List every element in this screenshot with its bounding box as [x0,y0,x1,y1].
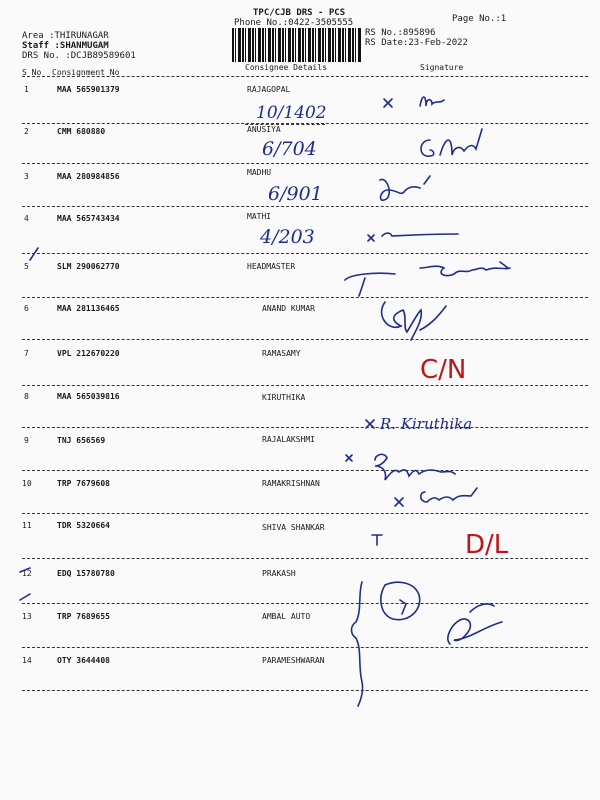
row-consignment: EDQ 15780780 [57,569,115,578]
header-divider [22,76,588,77]
area-field: Area :THIRUNAGAR [22,31,109,41]
row-divider [22,206,588,207]
row-consignee: SHIVA SHANKAR [262,523,325,532]
col-sno: S No [22,68,42,77]
page-number: Page No.:1 [452,14,507,24]
row-consignment: MAA 565743434 [57,214,120,223]
row-consignee: KIRUTHIKA [262,393,306,402]
rs-date: RS Date:23-Feb-2022 [365,38,468,48]
row-sno: 7 [24,349,29,358]
row-consignment: SLM 290062770 [57,262,120,271]
row-consignment: TRP 7679608 [57,479,110,488]
row-sno: 10 [22,479,32,488]
row-divider [22,339,588,340]
row-divider [22,647,588,648]
row-consignment: MAA 565039816 [57,392,120,401]
handwritten-note-red: C/N [420,355,467,385]
row-sno: 2 [24,127,29,136]
handwritten-note-red: D/L [465,530,509,560]
row-sno: 4 [24,214,29,223]
row-sno: 9 [24,436,29,445]
row-sno: 1 [24,85,29,94]
col-signature: Signature [420,63,464,72]
handwritten-note: 6/901 [268,183,323,205]
row-consignee: RAJALAKSHMI [262,435,315,444]
barcode [232,28,362,62]
row-consignment: TRP 7689655 [57,612,110,621]
row-consignee: MADHU [247,168,272,177]
row-divider [22,253,588,254]
row-consignment: MAA 565901379 [57,85,120,94]
row-consignment: TDR 5320664 [57,521,110,530]
row-sno: 11 [22,521,32,530]
row-consignee: ANUSIYA [247,125,281,134]
staff-field: Staff :SHANMUGAM [22,41,109,51]
row-consignee: PRAKASH [262,569,296,578]
handwritten-note: 10/1402 [256,103,327,123]
document-title: TPC/CJB DRS - PCS [253,8,346,18]
row-consignee: ANAND KUMAR [262,304,315,313]
row-divider [22,513,588,514]
row-divider [22,427,588,428]
col-consignment: Consignment No [52,68,120,77]
row-sno: 5 [24,262,29,271]
row-consignment: OTY 3644408 [57,656,110,665]
row-consignee: HEADMASTER [247,262,296,271]
row-sno: 14 [22,656,32,665]
row-divider [22,470,588,471]
row-divider [22,603,588,604]
rs-number: RS No.:895896 [365,28,436,38]
row-consignment: MAA 281136465 [57,304,120,313]
row-consignment: VPL 212670220 [57,349,120,358]
row-sno: 13 [22,612,32,621]
row-divider [22,297,588,298]
row-consignee: RAMASAMY [262,349,301,358]
handwritten-note: R. Kiruthika [380,415,473,433]
col-consignee: Consignee Details [245,63,327,72]
row-divider [22,690,588,691]
row-sno: 6 [24,304,29,313]
row-consignment: MAA 280984856 [57,172,120,181]
row-sno: 12 [22,569,32,578]
row-sno: 8 [24,392,29,401]
handwritten-note: 4/203 [260,226,315,248]
underline [245,124,325,125]
phone-number: Phone No.:0422-3505555 [234,18,354,28]
handwritten-note: 6/704 [262,138,317,160]
drs-number: DRS No. :DCJB89589601 [22,51,136,61]
row-consignment: TNJ 656569 [57,436,106,445]
row-sno: 3 [24,172,29,181]
row-consignment: CMM 680880 [57,127,106,136]
row-consignee: RAMAKRISHNAN [262,479,320,488]
row-consignee: PARAMESHWARAN [262,656,325,665]
row-consignee: RAJAGOPAL [247,85,291,94]
row-consignee: MATHI [247,212,272,221]
row-consignee: AMBAL AUTO [262,612,311,621]
row-divider [22,385,588,386]
row-divider [22,163,588,164]
